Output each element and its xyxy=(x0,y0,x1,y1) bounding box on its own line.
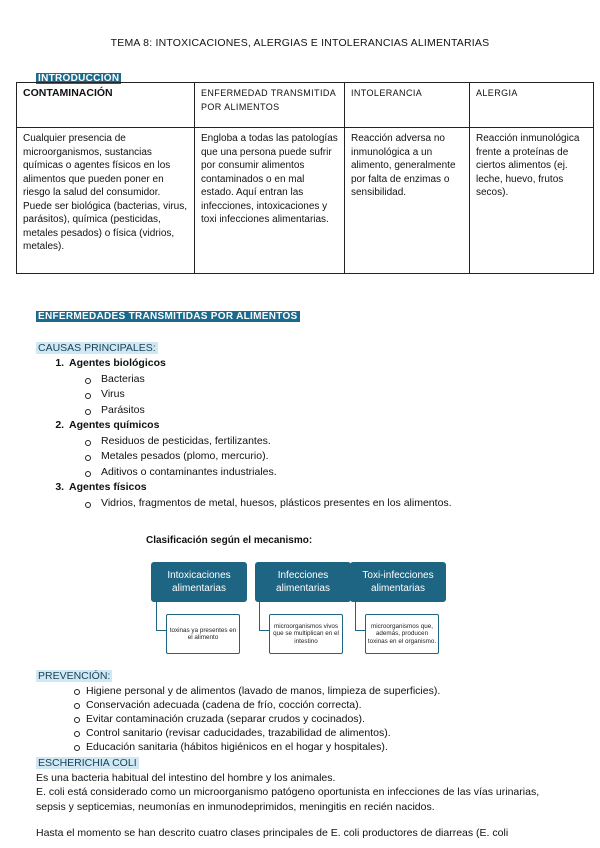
desc-intoxicaciones: toxinas ya presentes en el alimento xyxy=(166,614,240,654)
table-row xyxy=(17,128,594,274)
diagram-title: Clasificación según el mecanismo: xyxy=(146,535,313,546)
cell-intolerancia: Reacción adversa no inmunológica a un alimento, generalmente por falta de enzimas o sensibilidad. xyxy=(345,128,470,274)
list-item: Parásitos xyxy=(91,403,452,419)
list-item: Bacterias xyxy=(91,372,452,388)
agent-fisicos: 3. Agentes físicos Vidrios, fragmentos de metal, huesos, plásticos presentes en los alimentos. xyxy=(67,480,452,511)
agents-list xyxy=(0,356,452,511)
header-intolerancia: INTOLERANCIA xyxy=(345,83,470,128)
intro-table xyxy=(16,82,594,274)
causes-heading: CAUSAS PRINCIPALES: xyxy=(38,342,156,354)
list-item: Virus xyxy=(91,387,452,403)
list-item: Evitar contaminación cruzada (separar crudos y cocinados). xyxy=(84,712,440,726)
desc-toxi-infecciones: microorganismos que, además, producen toxinas en el organismo. xyxy=(365,614,439,654)
list-item: Control sanitario (revisar caducidades, trazabilidad de alimentos). xyxy=(84,726,440,740)
ecoli-paragraph-1: Es una bacteria habitual del intestino del hombre y los animales. xyxy=(36,772,336,784)
list-item: Conservación adecuada (cadena de frío, cocción correcta). xyxy=(84,698,440,712)
list-item: Aditivos o contaminantes industriales. xyxy=(91,465,452,481)
header-alergia: ALERGIA xyxy=(470,83,594,128)
cell-alergia: Reacción inmunológica frente a proteínas de ciertos alimentos (ej. leche, huevo, frutos secos). xyxy=(470,128,594,274)
box-intoxicaciones: Intoxicaciones alimentarias xyxy=(151,562,247,602)
list-item: Metales pesados (plomo, mercurio). xyxy=(91,449,452,465)
box-infecciones: Infecciones alimentarias xyxy=(255,562,351,602)
agent-quimicos: 2. Agentes químicos Residuos de pesticidas, fertilizantes. Metales pesados (plomo, mercurio). Aditivos o contaminantes industriales. xyxy=(67,418,452,480)
table-header-row xyxy=(17,83,594,128)
header-eta: ENFERMEDAD TRANSMITIDA POR ALIMENTOS xyxy=(195,83,345,128)
header-contaminacion: CONTAMINACIÓN xyxy=(17,83,195,128)
ecoli-heading: ESCHERICHIA COLI xyxy=(38,757,137,769)
agent-biologicos: 1. Agentes biológicos Bacterias Virus Parásitos xyxy=(67,356,452,418)
cell-contaminacion: Cualquier presencia de microorganismos, sustancias químicas o agentes físicos en los alimentos que pueden poner en riesgo la salud del consumidor. Puede ser biológica (bacterias, virus, parásitos), química (pesticidas, metales pesados) o física (vidrios, metales). xyxy=(17,128,195,274)
box-toxi-infecciones: Toxi-infecciones alimentarias xyxy=(350,562,446,602)
prevention-list xyxy=(0,684,440,754)
eta-heading: ENFERMEDADES TRANSMITIDAS POR ALIMENTOS xyxy=(38,311,298,322)
cell-eta: Engloba a todas las patologías que una persona puede sufrir por consumir alimentos contaminados o en mal estado. Aquí entran las infecciones, intoxicaciones y toxi infecciones alimentarias. xyxy=(195,128,345,274)
prevention-heading: PREVENCIÓN: xyxy=(38,670,111,682)
list-item: Vidrios, fragmentos de metal, huesos, plásticos presentes en los alimentos. xyxy=(91,496,452,512)
ecoli-paragraph-2: E. coli está considerado como un microorganismo patógeno oportunista en infecciones de las vías urinarias, sepsis y septicemias, neumonías en inmunodeprimidos, meningitis en recién nacidos. xyxy=(36,786,540,813)
list-item: Residuos de pesticidas, fertilizantes. xyxy=(91,434,452,450)
document-title: TEMA 8: INTOXICACIONES, ALERGIAS E INTOLERANCIAS ALIMENTARIAS xyxy=(110,37,490,49)
intro-heading: INTRODUCCIÓN xyxy=(38,73,120,84)
desc-infecciones: microorganismos vivos que se multiplican en el intestino xyxy=(269,614,343,654)
list-item: Higiene personal y de alimentos (lavado de manos, limpieza de superficies). xyxy=(86,685,441,697)
list-item: Educación sanitaria (hábitos higiénicos en el hogar y hospitales). xyxy=(84,740,440,754)
ecoli-paragraph-3: Hasta el momento se han descrito cuatro clases principales de E. coli productores de diarreas (E. coli xyxy=(36,827,509,839)
